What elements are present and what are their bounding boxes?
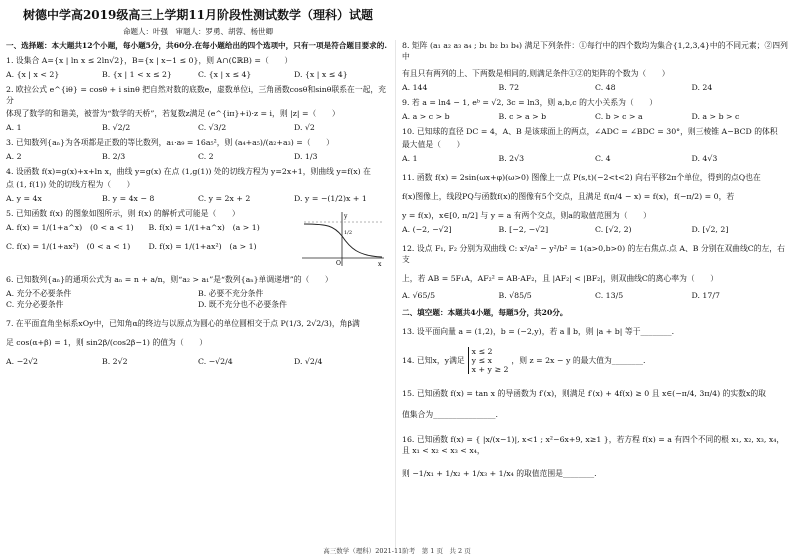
- option-d: D. 4√3: [691, 154, 718, 163]
- option-b: B. y = 4x − 8: [102, 194, 155, 203]
- question-9-options: [402, 111, 788, 122]
- question-13: 13. 设平面向量 a = (1,2)，b = (−2,y)，若 a ∥ b，则 |a + b| 等于________.: [402, 327, 675, 336]
- option-c: C. √3/2: [198, 123, 227, 132]
- question-15-line-2: 值集合为________________.: [402, 410, 499, 419]
- option-b: B. 2/3: [102, 152, 126, 161]
- option-a: A. 1: [402, 154, 418, 163]
- question-4-line-2: 点 (1, f(1)) 处的切线方程为（ ）: [6, 180, 135, 189]
- option-a: A. 充分不必要条件: [6, 289, 72, 298]
- question-1: 1. 设集合 A={x | ln x ≤ 2ln√2}，B={x | x−1 ≤ 0}，则 A∩(∁ℝB) =（ ）: [6, 56, 293, 65]
- option-b: B. √2/2: [102, 123, 131, 132]
- option-d: D. 24: [691, 83, 713, 92]
- option-c: C. y = 2x + 2: [198, 194, 251, 203]
- question-11-line-1: 11. 函数 f(x) = 2sin(ωx+φ)(ω>0) 图像上一点 P(s,t)(−2<t<2) 向右平移2π个单位，得到的点Q也在: [402, 173, 761, 182]
- function-graph-figure: [298, 210, 386, 268]
- half-mark-label: 1/2: [344, 230, 353, 236]
- question-7-line-1: 7. 在平面直角坐标系xOy中，已知角α的终边与以原点为圆心的单位圆相交于点 P(1/3, 2√2/3)，角β满: [6, 319, 360, 328]
- option-d: D. 既不充分也不必要条件: [198, 300, 287, 309]
- option-a: A. (−2, −√2]: [402, 225, 452, 234]
- question-14-stem: 14. 已知x，y满足: [402, 356, 465, 365]
- option-c: C. 4: [595, 154, 611, 163]
- question-16-line-2: 则 −1/x₁ + 1/x₂ + 1/x₃ + 1/x₄ 的取值范围是________.: [402, 469, 597, 478]
- option-d: D. [√2, 2]: [691, 225, 729, 234]
- question-12-options: [402, 290, 788, 301]
- question-7-options: [6, 356, 390, 367]
- option-a: A. a > c > b: [402, 112, 450, 121]
- question-11-options: [402, 224, 788, 235]
- question-5: 5. 已知函数 f(x) 的图象如图所示，则 f(x) 的解析式可能是（ ）: [6, 209, 240, 218]
- option-d: D. √2/4: [294, 357, 323, 366]
- section-fill-heading: 二、填空题：本题共4小题，每题5分，共20分。: [402, 308, 568, 317]
- question-1-options: [6, 69, 390, 80]
- question-3-options: [6, 151, 390, 162]
- question-10-options: [402, 153, 788, 164]
- option-c: C. b > c > a: [595, 112, 643, 121]
- option-c: C. −√2/4: [198, 357, 233, 366]
- option-b: B. 72: [498, 83, 520, 92]
- question-8-line-1: 8. 矩阵 (a₁ a₂ a₃ a₄ ; b₁ b₂ b₃ b₄) 满足下列条件：①每行中的四个数均为集合{1,2,3,4}中的不同元素；②四列中: [402, 41, 788, 61]
- option-b: B. c > a > b: [498, 112, 547, 121]
- question-11-line-2: f(x)图像上，线段PQ与函数f(x)的图像有5个交点，且满足 f(π/4 − x) = f(x)，f(−π/2) = 0，若: [402, 192, 735, 201]
- question-14: [402, 347, 788, 374]
- constraint-1: x ≤ 2: [471, 347, 493, 356]
- question-4-line-1: 4. 设函数 f(x)=g(x)+x+ln x，曲线 y=g(x) 在点 (1,g(1)) 处的切线方程为 y=2x+1，则曲线 y=f(x) 在: [6, 167, 371, 176]
- exam-authors: 命题人：叶强 审题人：罗勇、胡蓉、杨世卿: [123, 27, 273, 36]
- question-3: 3. 已知数列{aₙ}为各项都是正数的等比数列，a₁·a₉ = 16a₅²，则 (a₄+a₅)/(a₂+a₃) =（ ）: [6, 138, 334, 147]
- option-c: C. 48: [595, 83, 616, 92]
- option-b: B. f(x) = 1/(1+a^x) (a > 1): [148, 223, 260, 232]
- option-c: C. 充分必要条件: [6, 300, 64, 309]
- left-column: [6, 0, 390, 367]
- option-c: C. [√2, 2): [595, 225, 632, 234]
- question-9: 9. 若 a = ln4 − 1, eᵇ = √2, 3c = ln3，则 a,b,c 的大小关系为（ ）: [402, 98, 658, 107]
- option-d: D. 1/3: [294, 152, 318, 161]
- question-10-line-2: 最大值是（ ）: [402, 140, 465, 149]
- option-b: B. √85/5: [498, 291, 532, 300]
- option-c: C. 13/5: [595, 291, 624, 300]
- question-2-line-2: 体现了数学的和谐美，被誉为“数学的天桥”，若复数z满足 (e^{iπ}+i)·z = i，则 |z| =（ ）: [6, 109, 340, 118]
- question-5-block: [6, 208, 390, 270]
- option-a: A. 1: [6, 123, 22, 132]
- option-d: D. a > b > c: [691, 112, 740, 121]
- option-b: B. 必要不充分条件: [198, 289, 264, 298]
- exam-title: 树德中学高2019级高三上学期11月阶段性测试数学（理科）试题: [22, 8, 374, 22]
- option-d: D. y = −(1/2)x + 1: [294, 194, 367, 203]
- question-2-options: [6, 122, 390, 133]
- section-choice-heading: 一、选择题：本大题共12个小题，每小题5分，共60分.在每小题给出的四个选项中，只有一项是符合题目要求的.: [6, 41, 388, 50]
- axis-label-y: y: [344, 213, 348, 220]
- option-d: D. {x | x ≤ 4}: [294, 70, 348, 79]
- page-footer: 高三数学（理科）2021-11阶考 第 1 页 共 2 页: [323, 547, 471, 555]
- question-6-options: [6, 288, 390, 310]
- option-d: D. f(x) = 1/(1+ax²) (a > 1): [148, 242, 257, 251]
- origin-label: O: [336, 260, 341, 267]
- constraint-3: x + y ≥ 2: [471, 365, 509, 374]
- question-7-line-2: 足 cos(α+β) = 1，则 sin2β/(cos2β−1) 的值为（ ）: [6, 338, 208, 347]
- option-a: A. 2: [6, 152, 22, 161]
- question-8-options: [402, 82, 788, 93]
- option-c: C. f(x) = 1/(1+ax²) (0 < a < 1): [6, 242, 131, 251]
- axis-label-x: x: [378, 261, 382, 268]
- option-c: C. 2: [198, 152, 214, 161]
- question-2-line-1: 2. 欧拉公式 e^{iθ} = cosθ + i sinθ 把自然对数的底数e，虚数单位i，三角函数cosθ和sinθ联系在一起，充分: [6, 85, 387, 105]
- question-6: 6. 已知数列{aₙ}的通项公式为 aₙ = n + a/n，则“a₂ > a₁”是“数列{aₙ}单调递增”的（ ）: [6, 275, 333, 284]
- option-a: A. y = 4x: [6, 194, 42, 203]
- option-b: B. {x | 1 < x ≤ 2}: [102, 70, 172, 79]
- question-16-line-1: 16. 已知函数 f(x) = { |x/(x−1)|, x<1 ; x²−6x+9, x≥1 }，若方程 f(x) = a 有四个不同的根 x₁, x₂, x₃, x₄，且 x₁ < x₂ < x₃ < x₄，: [402, 435, 785, 455]
- question-15-line-1: 15. 已知函数 f(x) = tan x 的导函数为 f′(x)，则满足 f′(x) + 4f(x) ≥ 0 且 x∈(−π/4, 3π/4) 的实数x的取: [402, 389, 766, 398]
- function-curve: [304, 224, 382, 257]
- option-d: D. √2: [294, 123, 315, 132]
- option-b: B. 2√3: [498, 154, 525, 163]
- option-a: A. f(x) = 1/(1+a^x) (0 < a < 1): [6, 223, 134, 232]
- option-a: A. √65/5: [402, 291, 436, 300]
- option-b: B. 2√2: [102, 357, 128, 366]
- constraint-2: y ≤ x: [471, 356, 492, 365]
- question-10-line-1: 10. 已知球的直径 DC = 4，A、B 是该球面上的两点，∠ADC = ∠BDC = 30°，则三棱锥 A−BCD 的体积: [402, 127, 778, 136]
- option-a: A. 144: [402, 83, 428, 92]
- option-c: C. {x | x ≤ 4}: [198, 70, 252, 79]
- right-column: [402, 0, 788, 479]
- question-4-options: [6, 193, 390, 204]
- option-d: D. 17/7: [691, 291, 720, 300]
- option-a: A. {x | x < 2}: [6, 70, 60, 79]
- column-divider: [395, 40, 396, 548]
- option-b: B. [−2, −√2]: [498, 225, 549, 234]
- question-12-line-2: 上，若 AB = 5F₁A，AF₂² = AB·AF₂，且 |AF₂| < |BF₂|，则双曲线C的离心率为（ ）: [402, 274, 719, 283]
- question-8-line-2: 有且只有两列的上、下两数是相同的,则满足条件①②的矩阵的个数为（ ）: [402, 69, 670, 78]
- question-11-line-3: y = f(x)，x∈[0, π/2] 与 y = a 有两个交点，则a的取值范围为（ ）: [402, 211, 651, 220]
- constraint-system: [468, 347, 509, 374]
- question-14-tail: ，则 z = 2x − y 的最大值为________.: [511, 356, 646, 365]
- question-12-line-1: 12. 设点 F₁, F₂ 分别为双曲线 C: x²/a² − y²/b² = 1(a>0,b>0) 的左右焦点.点 A、B 分别在双曲线C的左，右支: [402, 244, 785, 264]
- option-a: A. −2√2: [6, 357, 39, 366]
- question-5-options: [6, 222, 291, 252]
